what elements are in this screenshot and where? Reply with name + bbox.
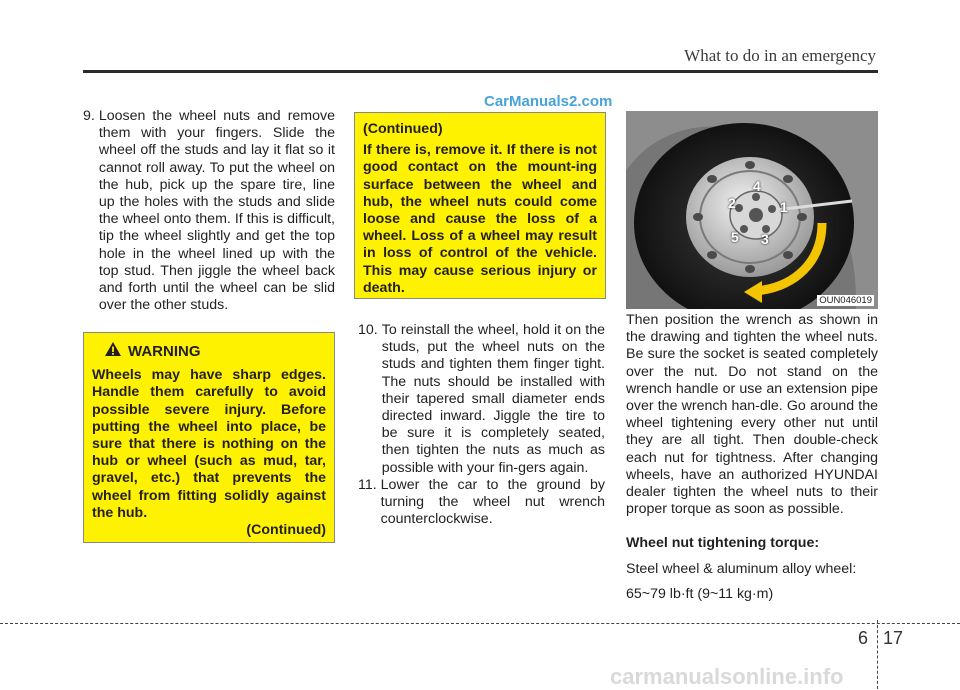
continued-head: (Continued) bbox=[363, 121, 443, 137]
chapter-number: 6 bbox=[858, 628, 869, 648]
step-text: Lower the car to the ground by turning the wheel nut wrench counterclockwise. bbox=[380, 476, 605, 528]
header-title: What to do in an emergency bbox=[684, 46, 876, 65]
footer-rule bbox=[0, 623, 960, 624]
nut-label-3: 3 bbox=[761, 231, 769, 247]
nut-label-4: 4 bbox=[753, 178, 761, 194]
warning-continued: (Continued) bbox=[246, 522, 326, 539]
step-text: Loosen the wheel nuts and remove them with your fingers. Slide the wheel off the studs and lay it flat so it cannot roll away. To put the wheel on the hub, pick up the spare tire, line up the holes with the studs and slide the wheel onto them. If this is difficult, tip the wheel slightly and get the top hole in the wheel lined up with the top stud. Then jiggle the wheel back and forth until the wheel can be slid over the other studs. bbox=[98, 108, 335, 314]
step-number: 10. bbox=[358, 322, 378, 338]
torque-subhead: Wheel nut tightening torque: bbox=[626, 535, 820, 552]
watermark-top[interactable]: CarManuals2.com bbox=[484, 93, 613, 110]
warning-header bbox=[104, 341, 326, 361]
figure-code: OUN046019 bbox=[819, 295, 872, 306]
warning-title: WARNING bbox=[128, 342, 201, 360]
step-number: 9. bbox=[83, 108, 95, 124]
column-3 bbox=[626, 312, 878, 603]
wheel-tightening-figure bbox=[626, 111, 878, 309]
continued-body: If there is, remove it. If there is not good contact on the mount-ing surface between the wheel and hub, the wheel nuts could come loose and cause the loss of a wheel. Loss of a wheel may result in loss of control of the vehicle. This may cause serious injury or death. bbox=[363, 142, 597, 296]
step-11 bbox=[358, 477, 605, 529]
wheel-illustration bbox=[626, 111, 878, 309]
warning-triangle-icon bbox=[104, 341, 122, 361]
warning-box bbox=[83, 332, 335, 543]
step-9 bbox=[83, 108, 335, 314]
watermark-bottom[interactable]: carmanualsonline.info bbox=[610, 664, 844, 689]
page-separator bbox=[877, 620, 878, 689]
page-number: 17 bbox=[883, 628, 904, 648]
step-number: 11. bbox=[358, 476, 377, 493]
torque-spec-line-1: Steel wheel & aluminum alloy wheel: bbox=[626, 560, 857, 577]
nut-label-5: 5 bbox=[731, 229, 739, 245]
continued-warning-box bbox=[354, 112, 606, 299]
header-rule bbox=[83, 70, 878, 73]
nut-label-2: 2 bbox=[728, 195, 736, 211]
column-2 bbox=[358, 322, 605, 528]
nut-label-1: 1 bbox=[780, 199, 788, 215]
instruction-paragraph: Then position the wrench as shown in the drawing and tighten the wheel nuts. Be sure the socket is seated completely over the nut. Do not stand on the wrench handle or use an extension pipe over the wrench han-dle. Go around the wheel tightening every other nut until they are all tight. Then double-check each nut for tightness. After changing wheels, have an authorized HYUNDAI dealer tighten the wheel nuts to their proper torque as soon as possible. bbox=[626, 312, 878, 518]
step-text: To reinstall the wheel, hold it on the studs, put the wheel nuts on the studs and tighten them finger tight. The nuts should be installed with their tapered small diameter ends directed inward. Jiggle the tire to be sure it is completely seated, then tighten the nuts as much as possible with your fin-gers again. bbox=[381, 322, 605, 476]
step-10 bbox=[358, 322, 605, 477]
column-1 bbox=[83, 108, 335, 314]
torque-spec-line-2: 65~79 lb·ft (9~11 kg·m) bbox=[626, 585, 774, 602]
warning-body: Wheels may have sharp edges. Handle them carefully to avoid possible severe injury. Before putting the wheel into place, be sure that there is nothing on the hub or wheel (such as mud, tar, gravel, etc.) that prevents the wheel from fitting solidly against the hub. bbox=[92, 367, 326, 521]
